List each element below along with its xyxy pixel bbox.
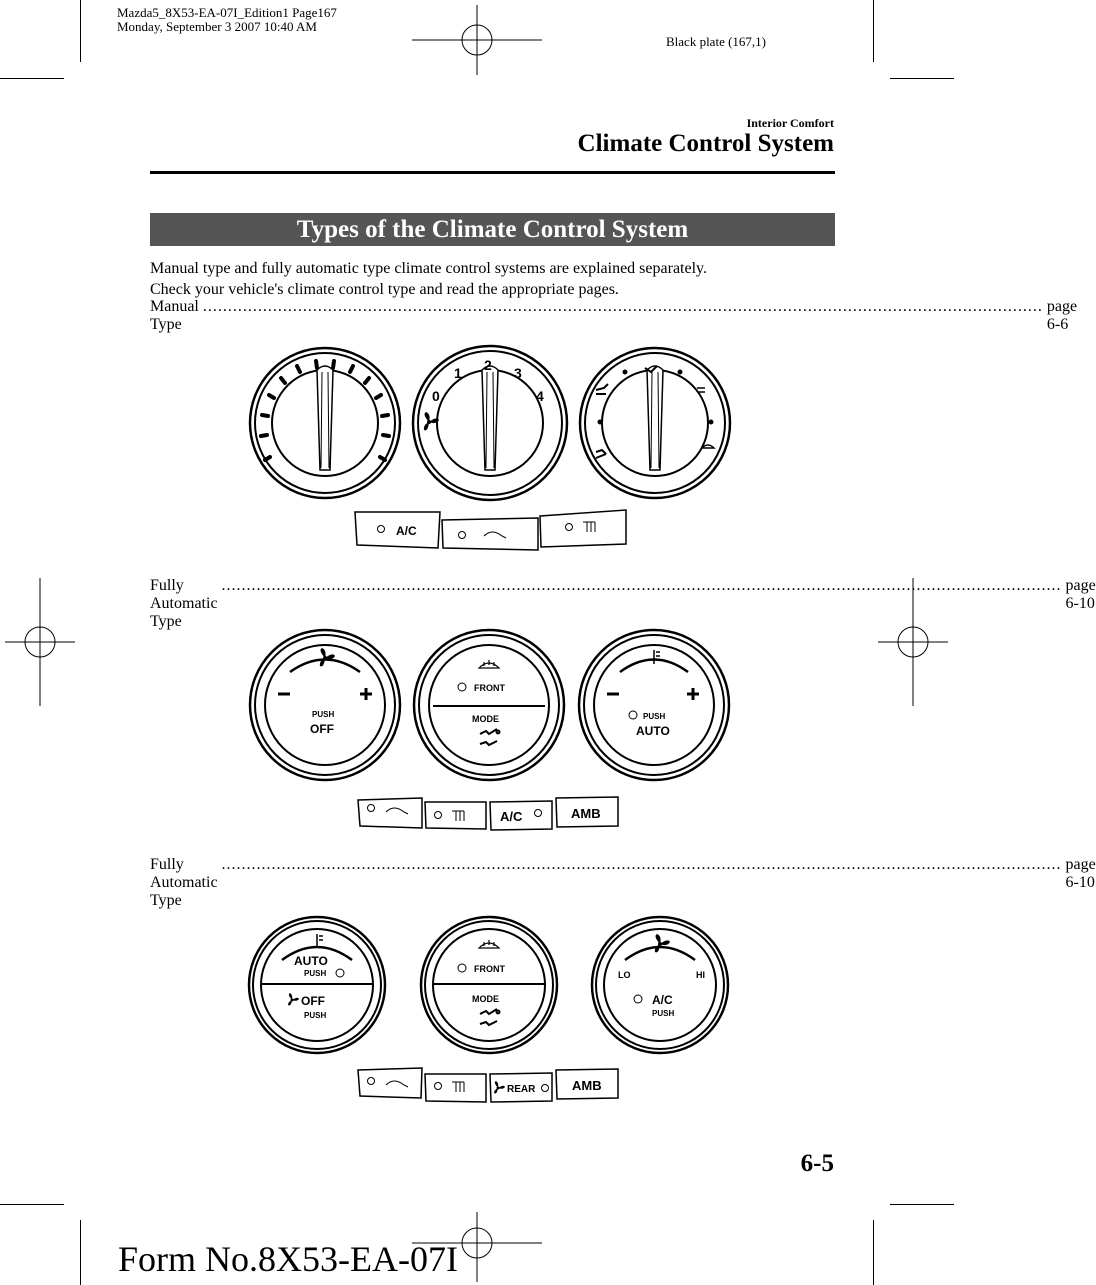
intro-line-2: Check your vehicle's climate control type and read the appropriate pages. (150, 281, 619, 298)
intro-paragraph (150, 258, 840, 300)
header-rule (150, 171, 835, 174)
off-push-label: PUSH (304, 1011, 327, 1020)
auto-label: AUTO (636, 724, 670, 738)
front-label: FRONT (474, 964, 505, 974)
fan-knob-push: PUSH (312, 710, 335, 719)
toc-leader: ........................................................................................................................................................................ (202, 298, 1043, 315)
toc-label: Manual Type (150, 298, 199, 333)
ac-push-label: PUSH (652, 1009, 675, 1018)
toc-leader: ........................................................................................................................................................................ (221, 577, 1062, 594)
temp-knob-push: PUSH (643, 712, 666, 721)
amb-button-label: AMB (571, 806, 601, 821)
lo-label: LO (618, 970, 631, 980)
section-label: Interior Comfort (746, 116, 834, 130)
section-banner: Types of the Climate Control System (150, 213, 835, 246)
toc-label: Fully Automatic Type (150, 577, 218, 630)
mode-icon (480, 1009, 500, 1025)
recirculation-button[interactable] (442, 518, 538, 550)
fan-speed-1: 1 (454, 365, 462, 381)
toc-page: page 6-10 (1065, 577, 1096, 612)
hi-label: HI (696, 970, 705, 980)
rear-defroster-button[interactable] (540, 510, 626, 547)
front-defroster-icon (479, 940, 499, 948)
fan-speed-0: 0 (432, 388, 440, 404)
off-label: OFF (301, 994, 325, 1008)
toc-leader: ........................................................................................................................................................................ (221, 856, 1062, 873)
amb-button-label: AMB (572, 1078, 602, 1093)
fan-speed-4: 4 (536, 388, 544, 404)
ac-button-label: A/C (500, 809, 523, 824)
toc-page: page 6-6 (1046, 298, 1078, 333)
toc-page: page 6-10 (1065, 856, 1096, 891)
manual-control-panel (200, 340, 800, 555)
front-defroster-icon (479, 660, 499, 668)
auto-label: AUTO (294, 954, 328, 968)
recirculation-button[interactable] (358, 798, 422, 828)
plate-label: Black plate (167,1) (666, 34, 766, 49)
auto-control-panel-2 (200, 912, 800, 1107)
mode-label: MODE (472, 714, 499, 724)
ac-button-label: A/C (396, 524, 417, 538)
form-number: Form No.8X53-EA-07I (118, 1239, 458, 1279)
auto-push-label: PUSH (304, 969, 327, 978)
temperature-icon (654, 650, 660, 664)
fan-speed-2: 2 (484, 357, 492, 373)
chapter-title: Climate Control System (577, 130, 834, 157)
toc-entry-manual (150, 298, 1078, 334)
intro-line-1: Manual type and fully automatic type climate control systems are explained separately. (150, 260, 707, 277)
toc-entry-auto-2 (150, 856, 1096, 910)
rear-button-label: REAR (507, 1084, 536, 1095)
front-label: FRONT (474, 683, 505, 693)
fan-icon (320, 648, 335, 666)
off-label: OFF (310, 722, 334, 736)
fan-speed-3: 3 (514, 365, 522, 381)
page-number: 6-5 (800, 1150, 834, 1177)
auto-control-panel-1 (200, 622, 800, 837)
ac-label: A/C (652, 993, 673, 1007)
mode-label: MODE (472, 994, 499, 1004)
print-info-file: Mazda5_8X53-EA-07I_Edition1 Page167 (117, 5, 337, 20)
toc-label: Fully Automatic Type (150, 856, 218, 909)
print-info (117, 6, 337, 34)
mode-icon (480, 729, 500, 745)
print-info-date: Monday, September 3 2007 10:40 AM (117, 19, 317, 34)
